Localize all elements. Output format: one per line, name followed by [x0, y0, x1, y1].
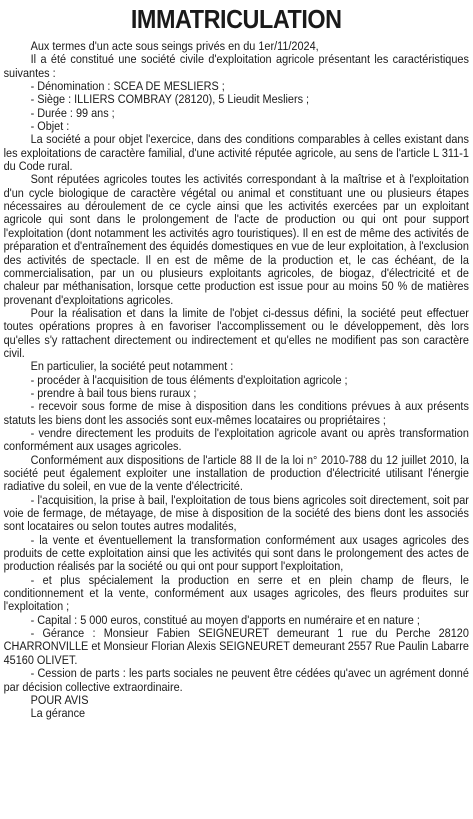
paragraph: Conformément aux dispositions de l'article 88 II de la loi n° 2010-788 du 12 juillet 2010, la société peut également exploiter une installation de production d'électricité utilisant l'énergie radiative du soleil, en vue de la vente d'électricité.	[3, 452, 469, 494]
paragraph: - Cession de parts : les parts sociales ne peuvent être cédées qu'avec un agrément donné par décision collective extraordinaire.	[3, 666, 469, 694]
paragraph: Aux termes d'un acte sous seings privés en du 1er/11/2024,	[30, 39, 319, 53]
notice-body	[4, 40, 469, 721]
paragraph: La société a pour objet l'exercice, dans des conditions comparables à celles existant dans les exploitations de caractère familial, d'une activité réputée agricole, au sens de l'article L 311-1 du Code rural.	[3, 132, 469, 174]
paragraph: - l'acquisition, la prise à bail, l'exploitation de tous biens agricoles soit directement, soit par voie de fermage, de métayage, de mise à disposition de la société des biens dont les associés sont locataires ou selon toutes autres modalités,	[3, 492, 469, 534]
paragraph: Sont réputées agricoles toutes les activités correspondant à la maîtrise et à l'exploitation d'un cycle biologique de caractère végétal ou animal et constituant une ou plusieurs étapes nécessaires au déroulement de ce cycle ainsi que les activités exercées par un exploitant agricole qui sont dans le prolongement de l'acte de production ou qui ont pour support l'exploitation (dont notamment les activités agro touristiques). Il en est de même des activités de préparation et d'entraînement des équidés domestiques en vue de leur exploitation, à l'exclusion des activités de spectacle. Il en est de même de la production et, le cas échéant, de la commercialisation, par un ou plusieurs exploitants agricoles, de biogaz, d'électricité et de chaleur par méthanisation, lorsque cette production est issue pour au moins 50 % de matières provenant d'exploitations agricoles.	[3, 172, 469, 307]
paragraph: - procéder à l'acquisition de tous éléments d'exploitation agricole ;	[30, 372, 348, 387]
paragraph: - prendre à bail tous biens ruraux ;	[30, 385, 197, 400]
paragraph: - Dénomination : SCEA DE MESLIERS ;	[30, 79, 225, 94]
paragraph: - et plus spécialement la production en serre et en plein champ de fleurs, le conditionnement et la vente, conformément aux usages agricoles, des fleurs produites sur l'exploitation ;	[3, 572, 469, 614]
signoff-signatory: La gérance	[30, 706, 86, 721]
paragraph: En particulier, la société peut notamment :	[30, 359, 234, 374]
paragraph: - Objet :	[30, 119, 70, 134]
signoff-pour-avis: POUR AVIS	[30, 692, 89, 707]
paragraph: - vendre directement les produits de l'exploitation agricole avant ou après transformation conformément aux usages agricoles.	[3, 425, 469, 454]
paragraph: - Gérance : Monsieur Fabien SEIGNEURET demeurant 1 rue du Perche 28120 CHARRONVILLE et Monsieur Florian Alexis SEIGNEURET demeurant 2557 Rue Paulin Labarre 45160 OLIVET.	[3, 626, 469, 667]
paragraph: - la vente et éventuellement la transformation conformément aux usages agricoles des produits de cette exploitation ainsi que les activités qui sont dans le prolongement des actes de production réalisés par la société ou qui ont pour support l'exploitation,	[3, 532, 469, 574]
notice-title: IMMATRICULATION	[130, 4, 342, 34]
paragraph: - Siège : ILLIERS COMBRAY (28120), 5 Lieudit Mesliers ;	[30, 92, 310, 107]
paragraph: - Durée : 99 ans ;	[30, 105, 115, 120]
paragraph: Pour la réalisation et dans la limite de l'objet ci-dessus défini, la société peut effectuer toutes opérations propres à en favoriser l'accomplissement ou le développement, dès lors qu'elles s'y rattachent directement ou indirectement et qu'elles ne modifient pas son caractère civil.	[3, 305, 469, 360]
paragraph: - Capital : 5 000 euros, constitué au moyen d'apports en numéraire et en nature ;	[30, 612, 420, 627]
paragraph: - recevoir sous forme de mise à disposition dans les conditions prévues à aux présents statuts les biens dont les associés sont eux-mêmes locataires ou propriétaires ;	[3, 399, 469, 427]
paragraph: Il a été constitué une société civile d'exploitation agricole présentant les caractéristiques suivantes :	[3, 52, 469, 80]
